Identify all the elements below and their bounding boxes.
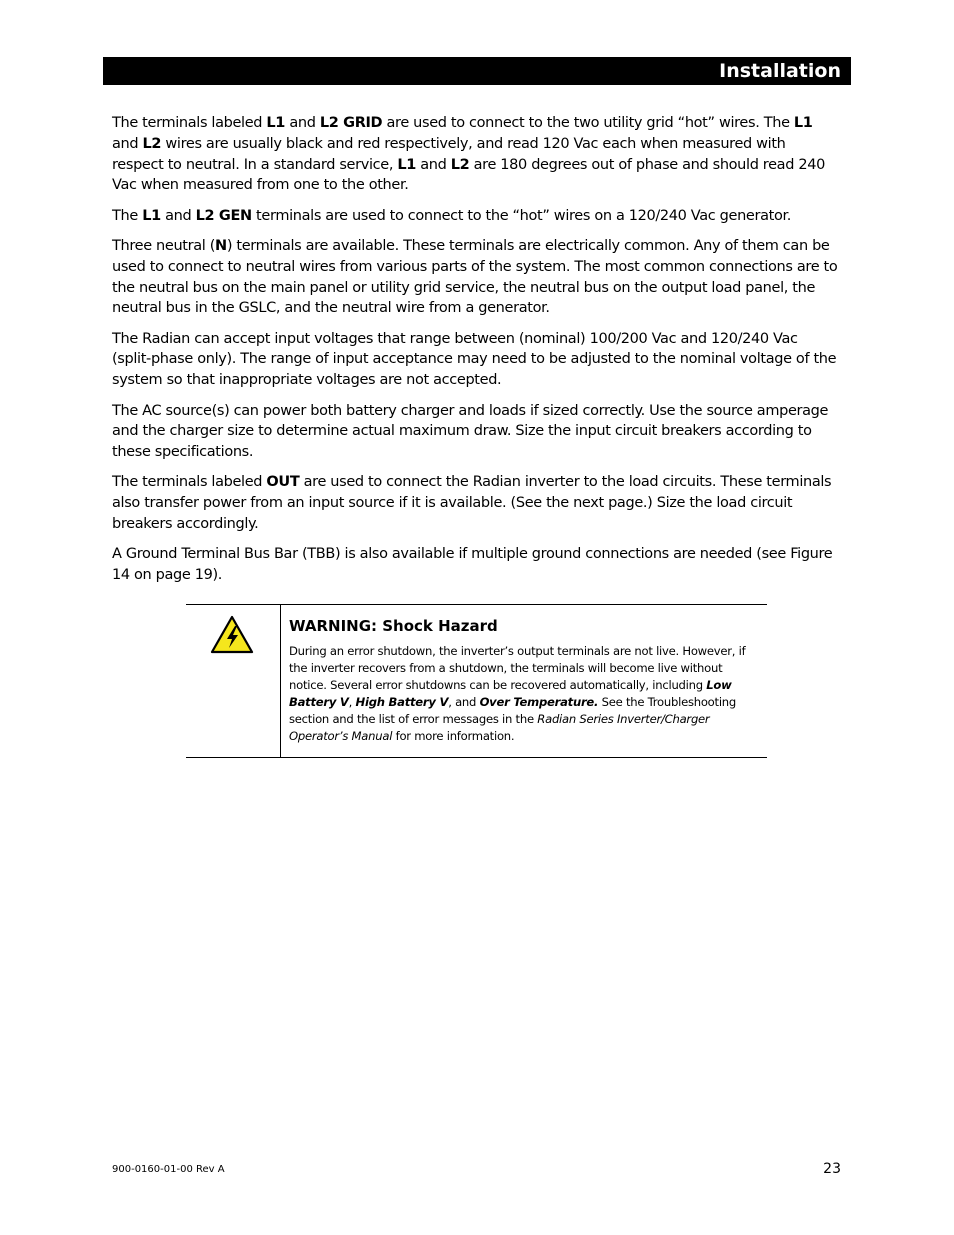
terminal-label: L1	[142, 207, 161, 224]
error-name: Over Temperature.	[479, 695, 599, 709]
terminal-label: L2 GEN	[195, 207, 252, 224]
paragraph-ac-source: The AC source(s) can power both battery charger and loads if sized correctly. Use the source amperage and the charger size to determine actual maximum draw. Size the input circuit breakers according to these specifications.	[112, 402, 829, 461]
terminal-label: L1	[793, 115, 813, 131]
paragraph-l1-l2-gen	[112, 206, 840, 227]
text-run: The	[112, 207, 143, 224]
terminal-label: L2 GRID	[319, 115, 383, 131]
paragraph-l1-l2-grid	[112, 113, 840, 196]
text-run: for more information.	[392, 729, 515, 743]
text-run: , and	[448, 695, 480, 709]
text-run: The terminals labeled	[112, 474, 267, 491]
document-number: 900-0160-01-00 Rev A	[112, 1164, 225, 1175]
warning-icon-cell	[186, 605, 281, 757]
text-run: ) terminals are available. These terminals are electrically common. Any of them can be used to connect to neutral wires from various parts of the system. The most common connections are to the neutral bus on the main panel or utility grid service, the neutral bus on the output load panel, the neutral bus in the GSLC, and the neutral wire from a generator.	[112, 237, 838, 317]
section-title: Installation	[719, 60, 841, 82]
text-run: are 180 degrees out of phase and should read 240 Vac when measured from one to the other.	[112, 156, 825, 194]
text-run: are used to connect to the two utility grid “hot” wires. The	[382, 115, 794, 131]
warning-box	[186, 604, 767, 758]
warning-message	[289, 643, 761, 745]
text-run: terminals are used to connect to the “hot” wires on a 120/240 Vac generator.	[251, 207, 792, 224]
text-run: are used to connect the Radian inverter to the load circuits. These terminals also transfer power from an input source if it is available. (See the next page.) Size the load circuit breakers accordingly.	[112, 474, 832, 533]
text-run: The terminals labeled	[112, 115, 267, 131]
text-run: During an error shutdown, the inverter’s output terminals are not live. However, if the inverter recovers from a shutdown, the terminals will become live without notice. Several error shutdowns can be recovered automatically, including	[289, 644, 746, 692]
terminal-label: N	[215, 237, 227, 254]
paragraph-neutral	[112, 236, 840, 319]
warning-content	[289, 616, 761, 745]
error-name: Low Battery V	[289, 678, 732, 709]
body-text	[112, 113, 840, 595]
paragraph-ground-tbb: A Ground Terminal Bus Bar (TBB) is also available if multiple ground connections are needed (see Figure 14 on page 19).	[112, 546, 833, 584]
warning-heading: WARNING: Shock Hazard	[289, 617, 498, 635]
text-run: and	[285, 115, 320, 131]
text-run: wires are usually black and red respectively, and read 120 Vac each when measured with respect to neutral. In a standard service,	[112, 135, 786, 173]
text-run: and	[160, 207, 196, 224]
terminal-label: L2	[450, 156, 470, 173]
terminal-label: OUT	[266, 474, 300, 491]
electrical-hazard-icon	[210, 615, 254, 655]
terminal-label: L1	[397, 156, 416, 173]
page-number: 23	[823, 1161, 841, 1177]
text-run: and	[112, 135, 143, 152]
text-run: See the Troubleshooting section and the list of error messages in the	[289, 695, 737, 726]
terminal-label: L1	[266, 115, 286, 131]
section-header-bar	[103, 57, 851, 85]
text-run: and	[416, 156, 451, 173]
text-run: ,	[348, 695, 356, 709]
paragraph-out-terminals	[112, 472, 840, 534]
terminal-label: L2	[142, 135, 162, 152]
text-run: Three neutral (	[112, 237, 216, 254]
manual-title: Radian Series Inverter/Charger Operator’s Manual	[289, 712, 710, 743]
paragraph-input-voltages: The Radian can accept input voltages that range between (nominal) 100/200 Vac and 120/240 Vac (split-phase only). The range of input acceptance may need to be adjusted to the nominal voltage of the system so that inappropriate voltages are not accepted.	[112, 330, 837, 389]
error-name: High Battery V	[355, 695, 449, 709]
